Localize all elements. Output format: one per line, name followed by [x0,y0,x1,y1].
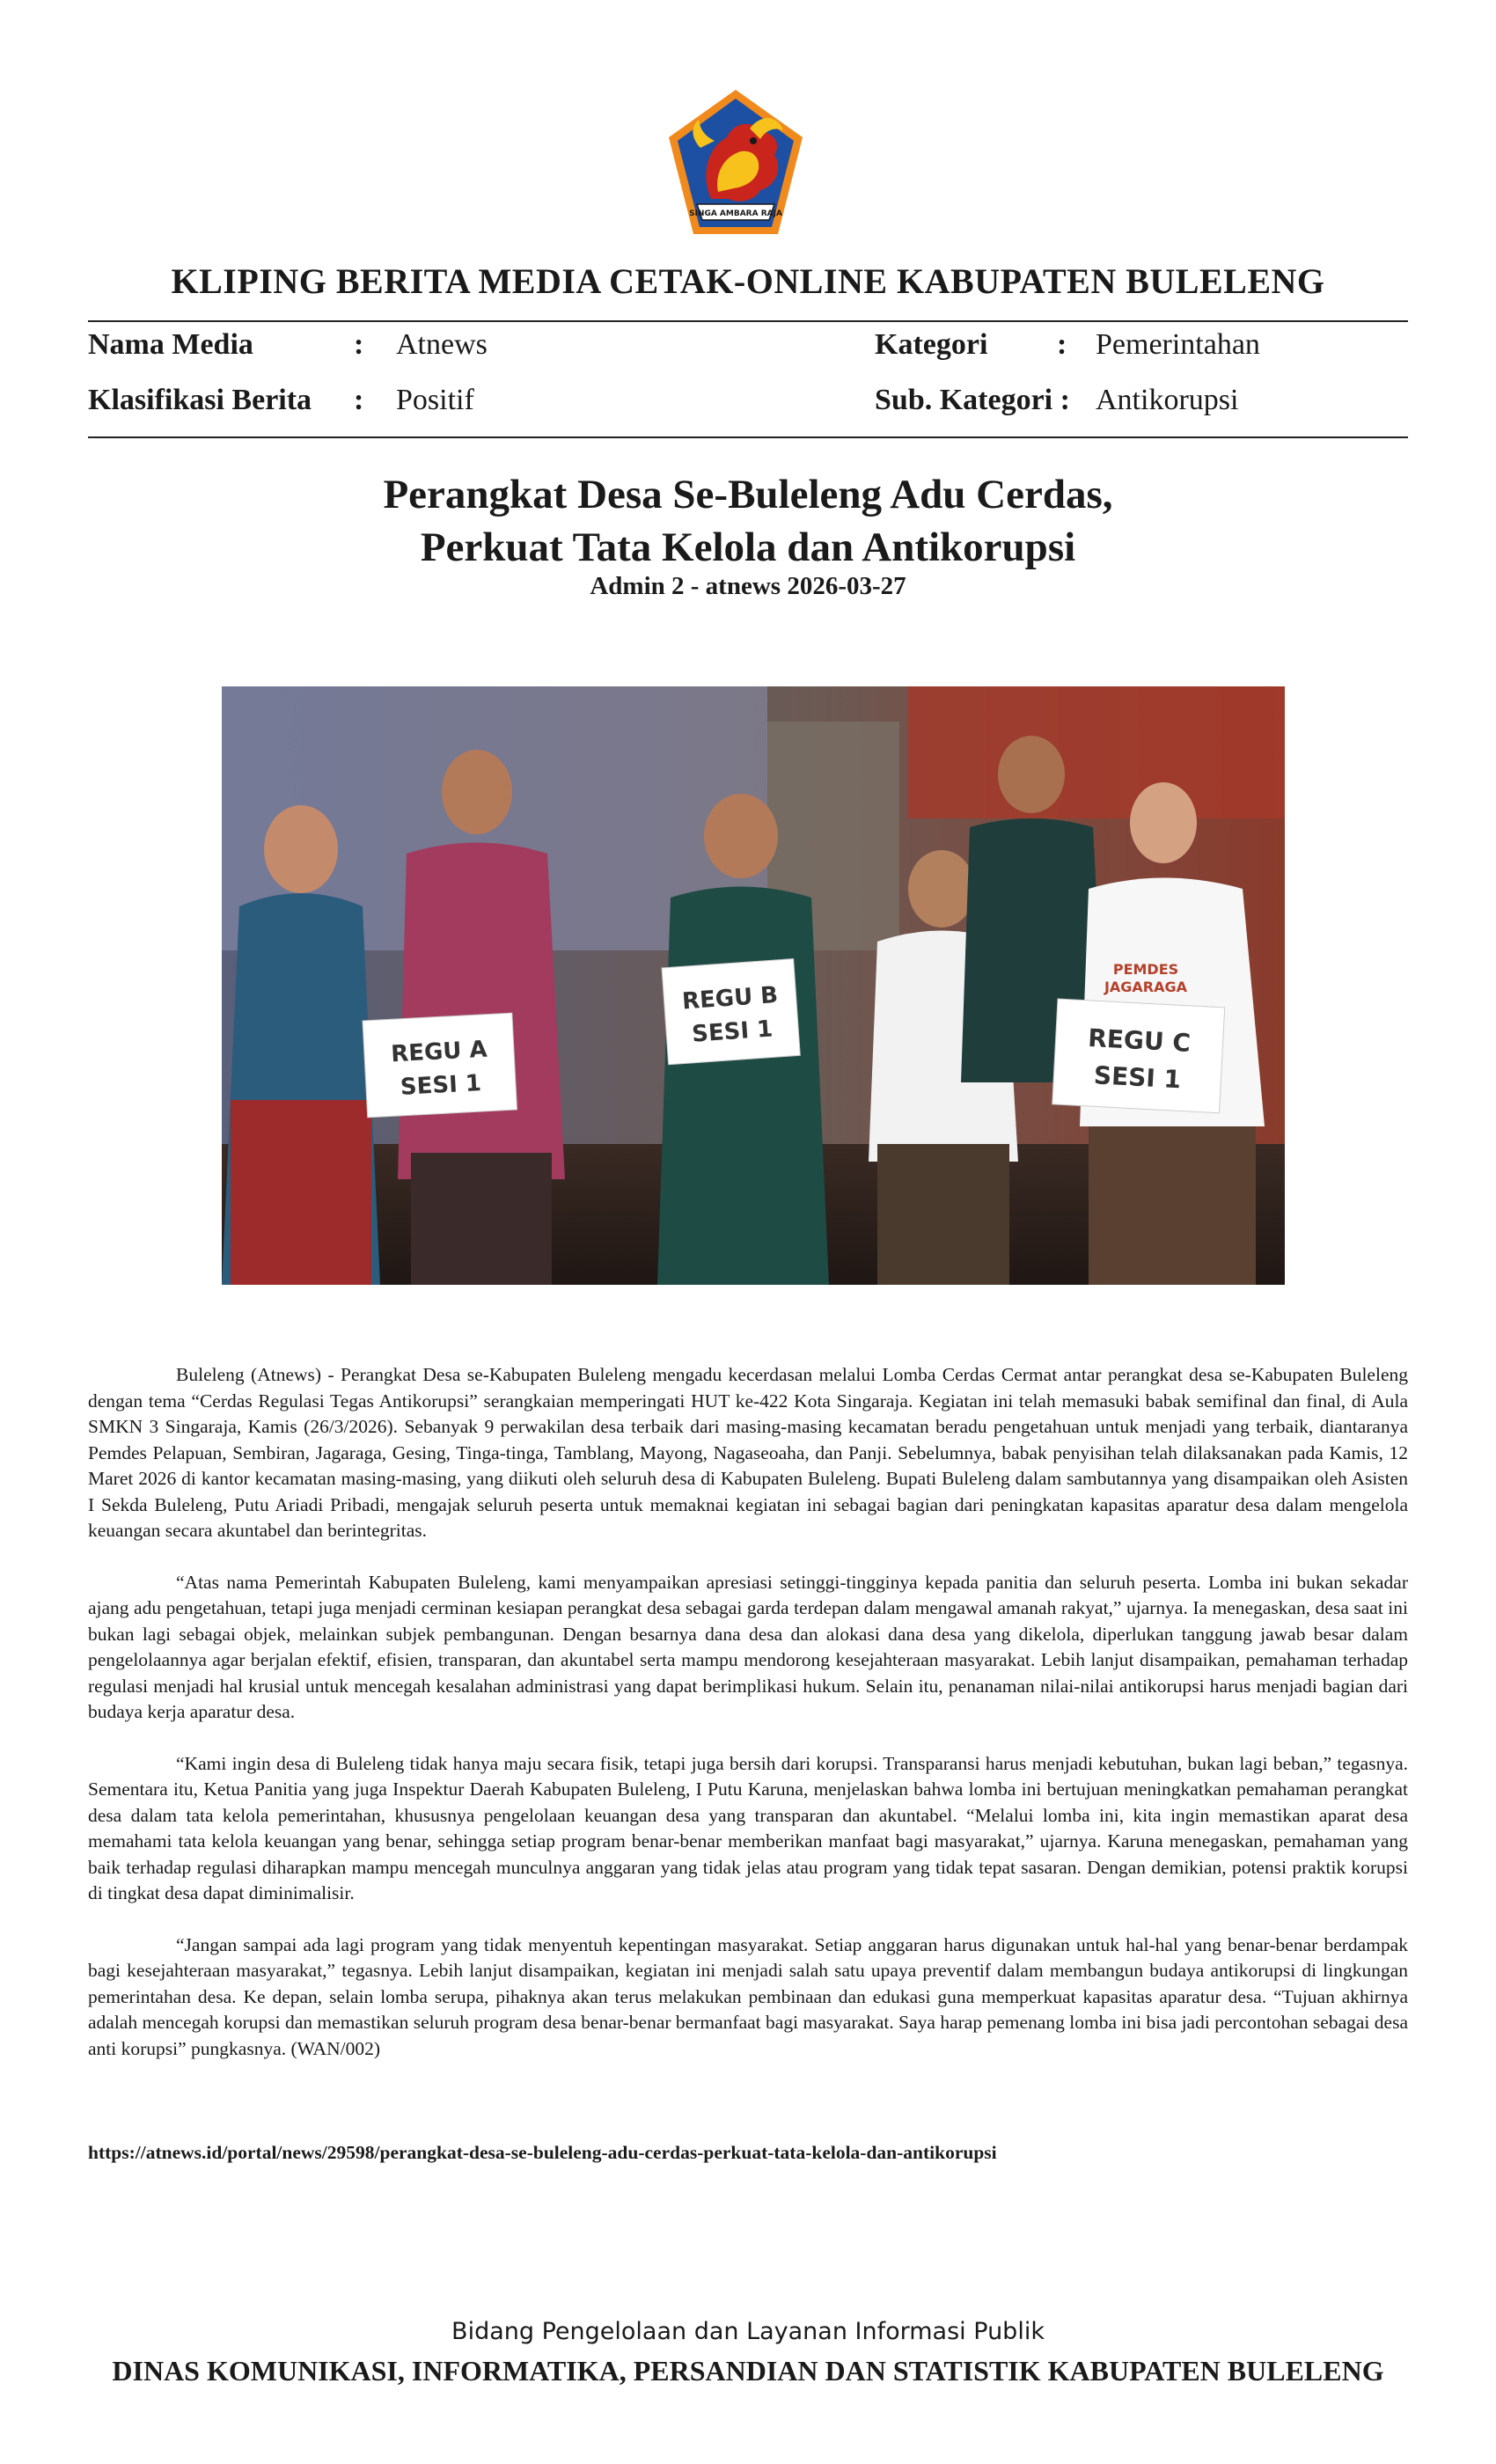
article-photo [222,686,1285,1285]
paragraph-2: “Atas nama Pemerintah Kabupaten Buleleng, kami menyampaikan apresiasi setinggi-tingginya kepada panitia dan seluruh peserta. Lomba ini bukan sekadar ajang adu pengetahuan, tetapi juga menjadi cerminan kesiapan perangkat desa sebagai garda terdepan dalam mengawal amanah rakyat,” ujarnya. Ia menegaskan, desa saat ini bukan lagi sebagai objek, melainkan subjek pembangunan. Dengan besarnya dana desa dan alokasi dana desa yang dikelola, diperlukan tanggung jawab besar dalam pengelolaannya agar berjalan efektif, efisien, transparan, dan akuntabel serta mampu mendorong kesejahteraan masyarakat. Lebih lanjut disampaikan, pemahaman terhadap regulasi menjadi hal krusial untuk mencegah kesalahan administrasi yang dapat berimplikasi hukum. Selain itu, penanaman nilai-nilai antikorupsi harus menjadi bagian dari budaya kerja aparatur desa. [88,1571,1408,1722]
klasifikasi-colon: : [354,384,364,416]
footer-agency: DINAS KOMUNIKASI, INFORMATIKA, PERSANDIAN DAN STATISTIK KABUPATEN BULELENG [112,2355,1384,2387]
nama-media-label: Nama Media [88,328,253,361]
nama-media-colon: : [354,328,364,361]
logo-motto: SINGA AMBARA RAJA [689,209,782,218]
sign-regu-c-line-2: SESI 1 [1093,1060,1182,1095]
paragraph-1: Buleleng (Atnews) - Perangkat Desa se-Kabupaten Buleleng mengadu kecerdasan melalui Lomba Cerdas Cermat antar perangkat desa se-Kabupaten Buleleng dengan tema “Cerdas Regulasi Tegas Antikorupsi” serangkaian memperingati HUT ke-422 Kota Singaraja. Kegiatan ini telah memasuki babak semifinal dan final, di Aula SMKN 3 Singaraja, Kamis (26/3/2026). Sebanyak 9 perwakilan desa terbaik dari masing-masing kecamatan beradu pengetahuan untuk menjadi yang terbaik, diantaranya Pemdes Pelapuan, Sembiran, Jagaraga, Gesing, Tinga-tinga, Tamblang, Mayong, Nagaseoaha, dan Panji. Sebelumnya, babak penyisihan telah dilaksanakan pada Kamis, 12 Maret 2026 di kantor kecamatan masing-masing, yang diikuti oleh seluruh desa di Kabupaten Buleleng. Bupati Buleleng dalam sambutannya yang disampaikan oleh Asisten I Sekda Buleleng, Putu Ariadi Pribadi, mengajak seluruh peserta untuk memaknai kegiatan ini sebagai bagian dari peningkatan kapasitas aparatur desa dalam mengelola keuangan secara akuntabel dan berintegritas. [88,1364,1408,1541]
header-rule-top [88,320,1408,322]
shirt-print-line-1: PEMDES [1112,961,1179,978]
shirt-print-line-2: JAGARAGA [1104,979,1188,995]
header-rule-bottom [88,436,1408,438]
article-title [88,468,1408,574]
sign-regu-a-line-1: REGU A [390,1036,488,1068]
crest-icon [665,86,806,238]
header-title: KLIPING BERITA MEDIA CETAK-ONLINE KABUPATEN BULELENG [171,261,1325,301]
source-url: https://atnews.id/portal/news/29598/perangkat-desa-se-buleleng-adu-cerdas-perkuat-tata-kelola-dan-antikorupsi [88,2142,997,2163]
footer-department: Bidang Pengelolaan dan Layanan Informasi Publik [451,2318,1045,2345]
sub-kategori-value: Antikorupsi [1096,384,1239,416]
sign-regu-c-line-1: REGU C [1087,1023,1192,1058]
sign-regu-b-line-1: REGU B [681,981,780,1016]
kategori-colon: : [1057,328,1067,361]
sign-regu-a-line-2: SESI 1 [400,1070,482,1101]
kategori-value: Pemerintahan [1096,328,1260,361]
article-byline: Admin 2 - atnews 2026-03-27 [590,572,906,600]
paragraph-3: “Kami ingin desa di Buleleng tidak hanya maju secara fisik, tetapi juga bersih dari korupsi. Transparansi harus menjadi kebutuhan, bukan lagi beban,” tegasnya. Sementara itu, Ketua Panitia yang juga Inspektur Daerah Kabupaten Buleleng, I Putu Karuna, menjelaskan bahwa lomba ini bertujuan meningkatkan pemahaman perangkat desa dalam tata kelola pemerintahan, khususnya pengelolaan keuangan desa yang transparan dan akuntabel. “Melalui lomba ini, kita ingin memastikan aparat desa memahami tata kelola keuangan yang benar, sehingga setiap program benar-benar memberikan manfaat bagi masyarakat,” ujarnya. Karuna menegaskan, pemahaman yang baik terhadap regulasi diharapkan mampu mencegah munculnya anggaran yang tidak jelas atau program yang tidak tepat sasaran. Dengan demikian, potensi praktik korupsi di tingkat desa dapat diminimalisir. [88,1752,1408,1903]
meta-row-2 [88,384,1408,428]
article-body [88,1362,1408,2087]
klasifikasi-value: Positif [396,384,474,416]
sign-regu-b-line-2: SESI 1 [691,1016,774,1048]
paragraph-4: “Jangan sampai ada lagi program yang tidak menyentuh kepentingan masyarakat. Setiap anggaran harus digunakan untuk hal-hal yang benar-benar berdampak bagi kesejahteraan masyarakat,” tegasnya. Lebih lanjut disampaikan, kegiatan ini menjadi salah satu upaya preventif dalam membangun budaya antikorupsi di lingkungan pemerintahan desa. Ke depan, selain lomba serupa, pihaknya akan terus melakukan pembinaan dan edukasi guna memperkuat kapasitas aparatur desa. “Tujuan akhirnya adalah mencegah korupsi dan memastikan seluruh program desa benar-benar bermanfaat bagi masyarakat. Saya harap pemenang lomba ini bisa jadi percontohan sebagai desa anti korupsi” pungkasnya. (WAN/002) [88,1933,1408,2059]
article-title-line-1: Perangkat Desa Se-Buleleng Adu Cerdas, [383,472,1113,517]
klasifikasi-label: Klasifikasi Berita [88,384,312,416]
sub-kategori-label: Sub. Kategori : [875,384,1070,416]
kategori-label: Kategori [875,328,988,361]
buleleng-crest-logo [665,86,806,238]
article-title-line-2: Perkuat Tata Kelola dan Antikorupsi [420,524,1076,570]
meta-row-1 [88,328,1408,372]
nama-media-value: Atnews [396,328,488,361]
